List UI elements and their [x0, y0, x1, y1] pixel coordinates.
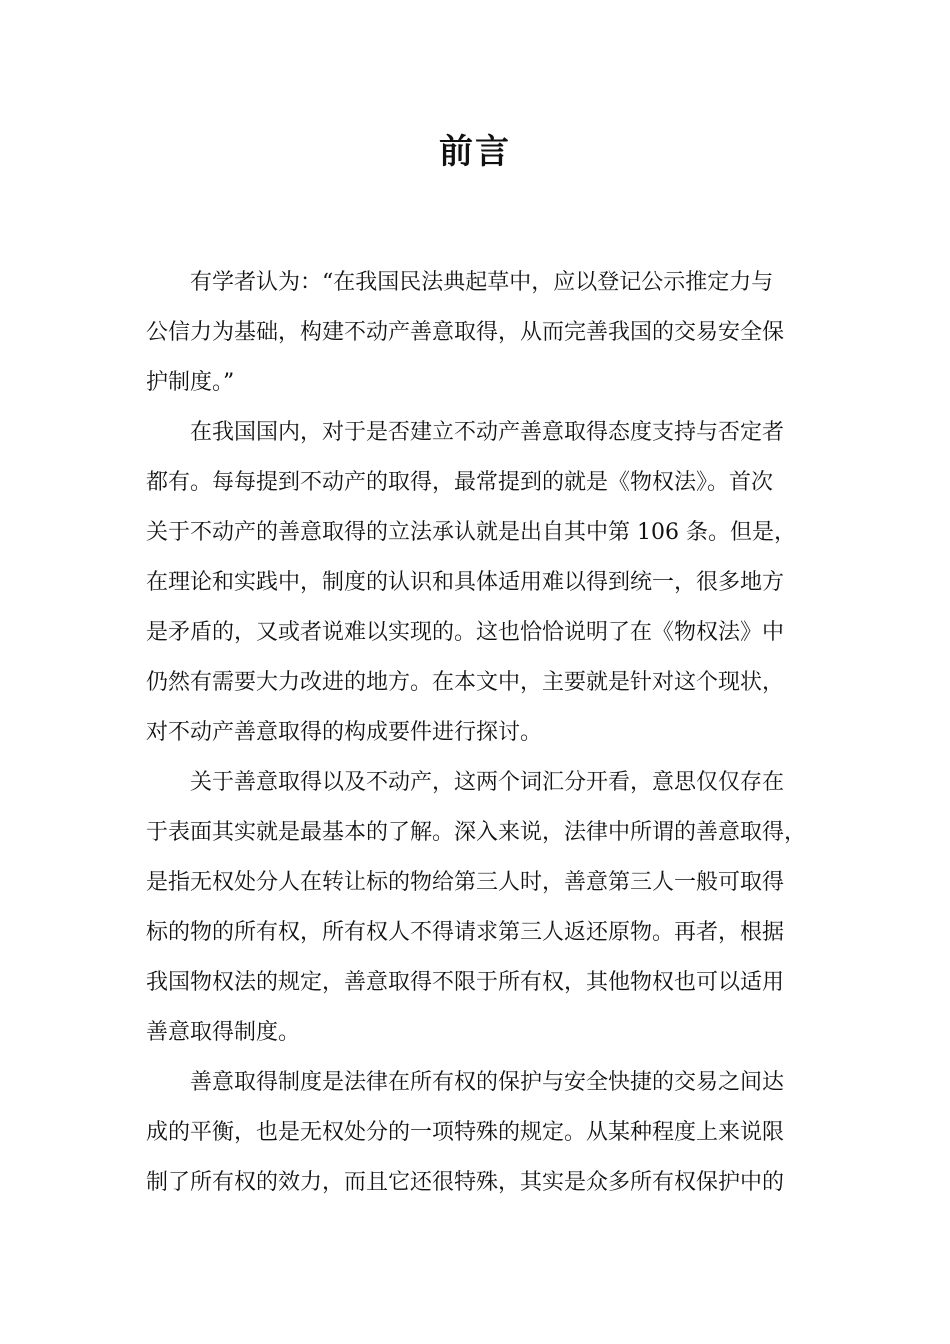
text-line: 在理论和实践中，制度的认识和具体适用难以得到统一，很多地方: [146, 570, 785, 595]
text-line: 公信力为基础，构建不动产善意取得，从而完善我国的交易安全保: [146, 320, 785, 345]
text-line: 是矛盾的，又或者说难以实现的。这也恰恰说明了在《物权法》中: [146, 620, 785, 645]
text-line: 在我国国内，对于是否建立不动产善意取得态度支持与否定者: [190, 420, 785, 445]
text-line: 是指无权处分人在转让标的物给第三人时，善意第三人一般可取得: [146, 870, 785, 895]
text-line: 有学者认为：“在我国民法典起草中，应以登记公示推定力与: [190, 270, 774, 295]
text-line: 都有。每每提到不动产的取得，最常提到的就是《物权法》。首次: [146, 470, 774, 495]
text-line: 仍然有需要大力改进的地方。在本文中，主要就是针对这个现状，: [146, 670, 785, 695]
text-line: 关于不动产的善意取得的立法承认就是出自其中第 106 条。但是，: [146, 520, 796, 545]
text-line: 对不动产善意取得的构成要件进行探讨。: [146, 720, 543, 745]
text-line: 善意取得制度。: [146, 1020, 301, 1045]
text-line: 制了所有权的效力，而且它还很特殊，其实是众多所有权保护中的: [146, 1170, 785, 1195]
page-title: 前言: [439, 132, 511, 172]
text-line: 于表面其实就是最基本的了解。深入来说，法律中所谓的善意取得，: [146, 820, 807, 845]
text-line: 关于善意取得以及不动产，这两个词汇分开看，意思仅仅存在: [190, 770, 785, 795]
text-line: 标的物的所有权，所有权人不得请求第三人返还原物。再者，根据: [146, 920, 785, 945]
text-line: 护制度。”: [146, 370, 235, 395]
text-line: 成的平衡，也是无权处分的一项特殊的规定。从某种程度上来说限: [146, 1120, 785, 1145]
text-line: 我国物权法的规定，善意取得不限于所有权，其他物权也可以适用: [146, 970, 785, 995]
text-line: 善意取得制度是法律在所有权的保护与安全快捷的交易之间达: [190, 1070, 785, 1095]
